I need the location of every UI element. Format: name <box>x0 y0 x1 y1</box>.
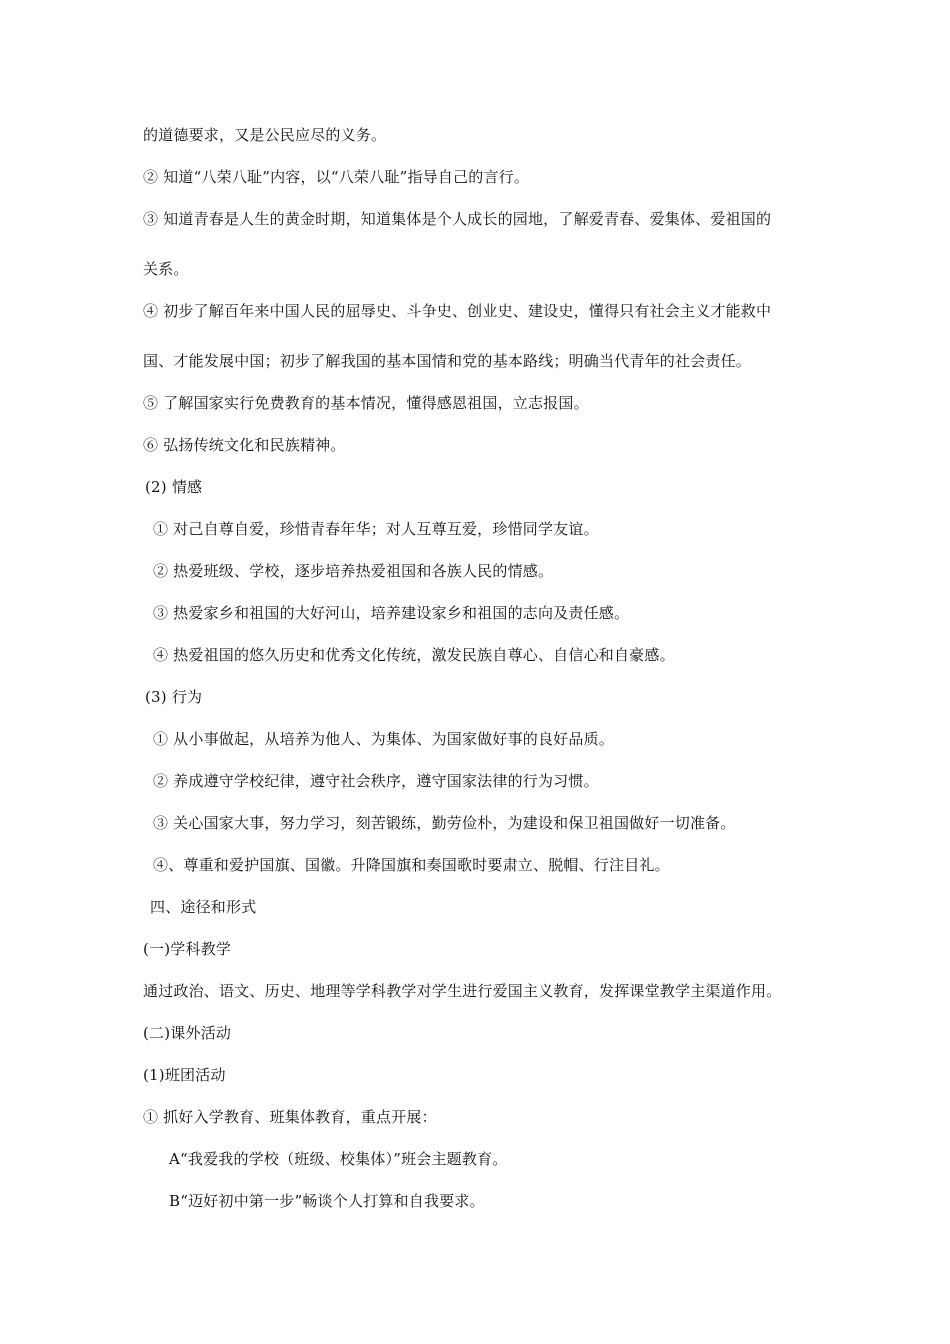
text-line-12: ③ 热爱家乡和祖国的大好河山，培养建设家乡和祖国的志向及责任感。 <box>153 604 630 622</box>
text-line-24: ① 抓好入学教育、班集体教育，重点开展： <box>143 1108 437 1126</box>
text-line-2: ② 知道“八荣八耻”内容，以“八荣八耻”指导自己的言行。 <box>143 168 530 186</box>
section-heading-methods: 四、途径和形式 <box>150 898 257 916</box>
text-line-5: ④ 初步了解百年来中国人民的屈辱史、斗争史、创业史、建设史，懂得只有社会主义才能救中 <box>143 302 772 320</box>
text-line-21: 通过政治、语文、历史、地理等学科教学对学生进行爱国主义教育，发挥课堂教学主渠道作用。 <box>143 982 782 1000</box>
text-line-6: 国、才能发展中国；初步了解我国的基本国情和党的基本路线；明确当代青年的社会责任。 <box>143 352 752 370</box>
text-line-7: ⑤ 了解国家实行免费教育的基本情况，懂得感恩祖国，立志报国。 <box>143 394 589 412</box>
section-heading-emotion: (2) 情感 <box>145 478 203 496</box>
text-line-3: ③ 知道青春是人生的黄金时期，知道集体是个人成长的园地，了解爱青春、爱集体、爱祖国的 <box>143 210 772 228</box>
subsection-heading-class-activities: (1)班团活动 <box>143 1066 226 1084</box>
text-line-10: ① 对己自尊自爱，珍惜青春年华；对人互尊互爱，珍惜同学友谊。 <box>153 520 599 538</box>
text-line-13: ④ 热爱祖国的悠久历史和优秀文化传统，激发民族自尊心、自信心和自豪感。 <box>153 646 675 664</box>
text-line-15: ① 从小事做起，从培养为他人、为集体、为国家做好事的良好品质。 <box>153 730 614 748</box>
text-line-11: ② 热爱班级、学校，逐步培养热爱祖国和各族人民的情感。 <box>153 562 554 580</box>
text-line-25: A“我爱我的学校（班级、校集体）”班会主题教育。 <box>169 1150 508 1168</box>
text-line-26: B“迈好初中第一步”畅谈个人打算和自我要求。 <box>169 1192 485 1210</box>
text-line-17: ③ 关心国家大事，努力学习，刻苦锻练，勤劳俭朴，为建设和保卫祖国做好一切准备。 <box>153 814 736 832</box>
text-line-4: 关系。 <box>143 260 189 278</box>
text-line-1: 的道德要求，又是公民应尽的义务。 <box>143 126 387 144</box>
text-line-18: ④、尊重和爱护国旗、国徽。升降国旗和奏国歌时要肃立、脱帽、行注目礼。 <box>153 856 670 874</box>
subsection-heading-extracurricular: (二)课外活动 <box>143 1024 232 1042</box>
text-line-8: ⑥ 弘扬传统文化和民族精神。 <box>143 436 346 454</box>
subsection-heading-subject-teaching: (一)学科教学 <box>143 940 232 958</box>
text-line-16: ② 养成遵守学校纪律，遵守社会秩序，遵守国家法律的行为习惯。 <box>153 772 599 790</box>
section-heading-behavior: (3) 行为 <box>145 688 203 706</box>
